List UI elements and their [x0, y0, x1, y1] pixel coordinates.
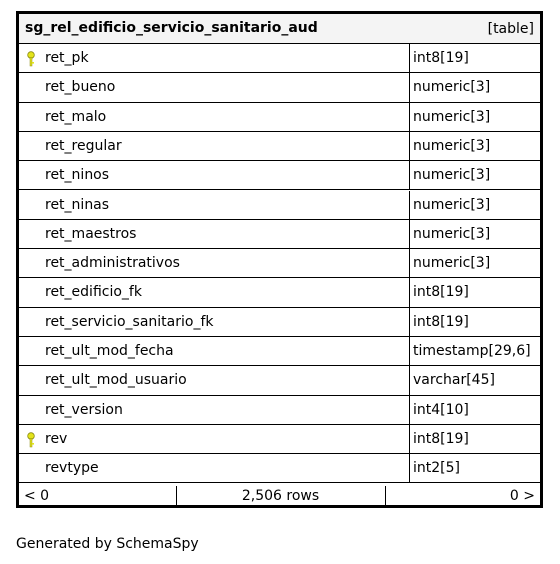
column-divider	[409, 425, 410, 453]
column-name: ret_malo	[45, 108, 107, 125]
column-name: ret_version	[45, 401, 123, 418]
column-type: int2[5]	[413, 460, 460, 477]
table-kind: [table]	[487, 21, 534, 37]
column-name: ret_edificio_fk	[45, 284, 142, 301]
column-name: ret_pk	[45, 50, 89, 66]
column-row[interactable]	[19, 103, 540, 132]
column-name: ret_administrativos	[45, 255, 180, 272]
footer-prev-count: < 0	[24, 488, 50, 504]
column-type: int4[10]	[413, 401, 469, 418]
column-row[interactable]	[19, 161, 540, 190]
key-icon	[26, 51, 36, 67]
column-divider	[409, 337, 410, 365]
column-divider	[409, 396, 410, 424]
column-name: ret_ninas	[45, 196, 110, 213]
column-divider	[409, 454, 410, 482]
column-row[interactable]	[19, 44, 540, 73]
column-type: int8[19]	[413, 50, 469, 66]
column-divider	[409, 73, 410, 101]
column-type: timestamp[29,6]	[413, 343, 531, 359]
column-type: numeric[3]	[413, 225, 491, 242]
column-name: revtype	[45, 460, 99, 477]
column-type: numeric[3]	[413, 108, 491, 125]
table-name: sg_rel_edificio_servicio_sanitario_aud	[25, 20, 318, 36]
column-divider	[409, 103, 410, 131]
column-divider	[409, 278, 410, 306]
column-type: int8[19]	[413, 313, 469, 330]
column-row[interactable]	[19, 337, 540, 366]
column-name: ret_ult_mod_fecha	[45, 343, 174, 359]
column-divider	[409, 161, 410, 189]
column-row[interactable]	[19, 308, 540, 337]
column-type: int8[19]	[413, 430, 469, 447]
column-name: ret_ult_mod_usuario	[45, 372, 187, 389]
column-name: ret_maestros	[45, 225, 137, 242]
column-row[interactable]	[19, 396, 540, 425]
footer-row-count: 2,506 rows	[241, 488, 320, 504]
column-type: int8[19]	[413, 284, 469, 301]
column-divider	[409, 249, 410, 277]
column-type: numeric[3]	[413, 137, 491, 154]
column-row[interactable]	[19, 73, 540, 102]
column-divider	[409, 191, 410, 219]
footer-next-count: 0 >	[509, 488, 535, 504]
column-type: numeric[3]	[413, 167, 491, 184]
column-divider	[409, 366, 410, 394]
column-divider	[409, 220, 410, 248]
column-divider	[409, 308, 410, 336]
column-type: varchar[45]	[413, 372, 495, 389]
column-row[interactable]	[19, 132, 540, 161]
column-name: ret_bueno	[45, 79, 116, 96]
generated-by-label: Generated by SchemaSpy	[16, 536, 199, 552]
column-divider	[409, 44, 410, 72]
column-row[interactable]	[19, 278, 540, 307]
column-name: ret_ninos	[45, 167, 110, 184]
column-row[interactable]	[19, 454, 540, 483]
column-divider	[409, 132, 410, 160]
table-footer	[19, 484, 540, 508]
column-row[interactable]	[19, 191, 540, 220]
table-node[interactable]	[16, 11, 543, 508]
column-row[interactable]	[19, 425, 540, 454]
key-icon	[26, 432, 36, 448]
footer-divider	[385, 486, 386, 507]
table-header	[19, 14, 540, 44]
column-row[interactable]	[19, 249, 540, 278]
column-type: numeric[3]	[413, 79, 491, 96]
column-name: ret_servicio_sanitario_fk	[45, 313, 214, 330]
column-type: numeric[3]	[413, 255, 491, 272]
column-row[interactable]	[19, 366, 540, 395]
column-type: numeric[3]	[413, 196, 491, 213]
column-row[interactable]	[19, 220, 540, 249]
column-name: ret_regular	[45, 137, 122, 154]
column-name: rev	[45, 430, 68, 447]
